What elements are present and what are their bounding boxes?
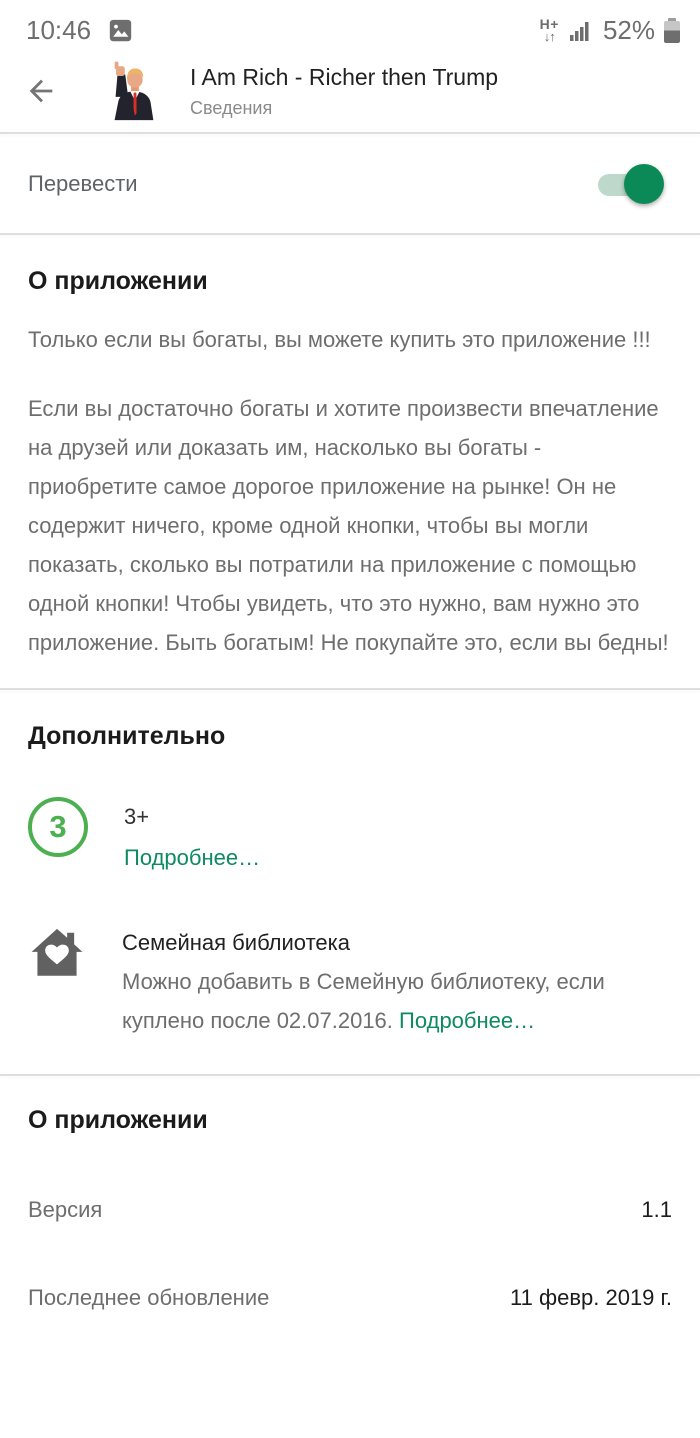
version-label: Версия [28, 1197, 103, 1222]
additional-section [0, 690, 700, 1074]
rating-learn-more-link[interactable]: Подробнее… [124, 845, 261, 870]
version-row [28, 1197, 672, 1223]
family-library-description: Можно добавить в Семейную библиотеку, если куплено после 02.07.2016. Подробнее… [122, 969, 605, 1033]
about-section [0, 235, 700, 688]
back-arrow-icon[interactable] [24, 74, 60, 108]
translate-row [0, 134, 700, 233]
translate-toggle[interactable] [598, 171, 656, 197]
app-info-section [0, 1076, 700, 1311]
age-rating-icon: 3 [28, 797, 88, 857]
family-library-row [28, 923, 672, 1040]
translate-label: Перевести [28, 170, 138, 196]
family-library-house-heart-icon [28, 925, 86, 983]
description-paragraph: Только если вы богаты, вы можете купить это приложение !!! [28, 327, 651, 352]
additional-heading: Дополнительно [28, 722, 226, 750]
gallery-notification-icon [107, 17, 134, 44]
description-paragraph: Если вы достаточно богаты и хотите произвести впечатление на друзей или доказать им, насколько вы богаты - приобретите самое дорогое приложение на рынке! Он не содержит ничего, кроме одной кнопки, чтобы вы могли показать, сколько вы потратили на приложение с помощью одной кнопки! Чтобы увидеть, что это нужно, вам нужно это приложение. Быть богатым! Не покупайте это, если вы бедны! [28, 396, 669, 655]
last-update-row [28, 1285, 672, 1311]
age-rating-label: 3+ [124, 804, 150, 829]
page-subtitle: Сведения [190, 97, 273, 118]
content-rating-row [28, 797, 672, 877]
page-title: I Am Rich - Richer then Trump [190, 63, 499, 90]
about-heading: О приложении [28, 267, 208, 295]
app-icon-trump-thumbs-up [102, 60, 164, 122]
network-type-icon: H+ ↓↑ [539, 15, 559, 44]
family-library-title: Семейная библиотека [122, 930, 350, 955]
app-info-heading: О приложении [28, 1106, 208, 1134]
signal-strength-icon [568, 17, 594, 43]
clock: 10:46 [26, 14, 92, 45]
last-update-value: 11 февр. 2019 г. [510, 1285, 672, 1310]
status-bar [0, 0, 700, 50]
last-update-label: Последнее обновление [28, 1285, 270, 1310]
version-value: 1.1 [641, 1197, 672, 1222]
battery-icon [664, 18, 680, 43]
battery-percent: 52% [602, 14, 655, 45]
app-details-header [0, 50, 700, 132]
family-library-learn-more-link[interactable]: Подробнее… [399, 1008, 536, 1033]
